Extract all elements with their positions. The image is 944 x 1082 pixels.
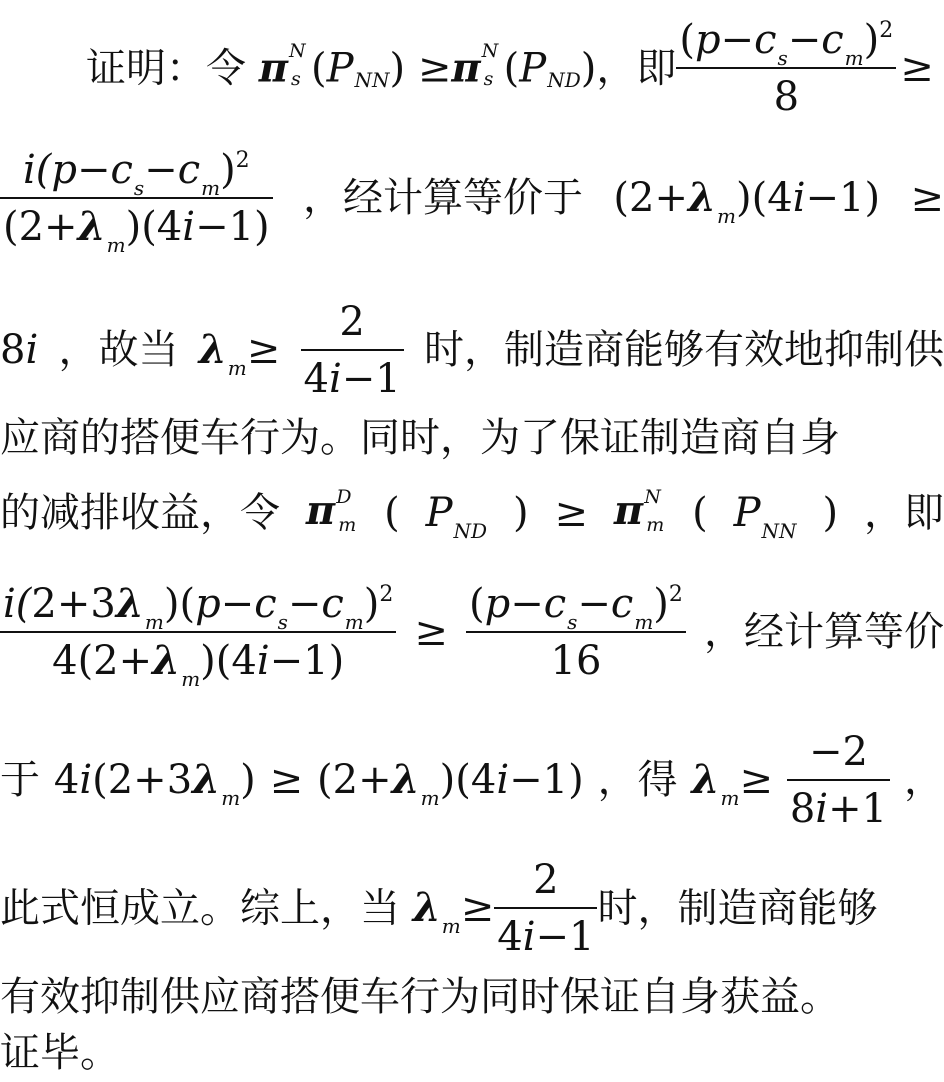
i-symbol: i	[496, 757, 510, 804]
line-2	[0, 147, 944, 257]
text-comma: ，	[903, 757, 944, 804]
sub-NN: NN	[354, 68, 390, 93]
fraction-bar	[0, 631, 396, 633]
geq-symbol: ≥	[910, 175, 944, 222]
text-manufacturer-suppress: 时，制造商能够有效地抑制供	[424, 327, 944, 374]
num-4: 4	[53, 757, 80, 804]
p-minus: p−	[484, 581, 544, 627]
sub-m: m	[844, 46, 864, 70]
sub-m: m	[201, 176, 221, 200]
geq-symbol: ≥	[554, 489, 589, 536]
i-symbol: i	[328, 355, 342, 402]
sub-m: m	[344, 610, 364, 634]
line-4	[0, 415, 944, 461]
minus-c: −c	[787, 17, 844, 63]
paren-open: (	[679, 17, 695, 63]
sub-m: m	[720, 786, 740, 811]
P-symbol: P	[425, 489, 453, 536]
four-paren: (4	[215, 637, 257, 684]
lambda-condition	[412, 884, 495, 939]
fraction-6-den	[787, 787, 890, 831]
paren-open: (	[179, 581, 196, 627]
minus-1: −1	[341, 355, 401, 402]
lambda-symbol: λ	[192, 756, 221, 804]
proof-label: 证明：令	[86, 45, 246, 92]
sub-m: m	[221, 786, 241, 811]
lambda-symbol: λ	[688, 174, 717, 222]
i-symbol: i	[256, 637, 270, 684]
sub-ND: ND	[453, 518, 488, 543]
text-line-4: 应商的搭便车行为。同时，为了保证制造商自身	[0, 415, 840, 461]
text-ji: ，即	[596, 45, 677, 92]
paren-close: )	[736, 175, 752, 222]
minus-c: −c	[287, 581, 344, 627]
fraction-bar	[787, 779, 890, 781]
text-equivalent: ，经计算等价于	[303, 175, 584, 222]
sub-m: m	[441, 914, 461, 939]
fraction-2	[0, 147, 273, 257]
fraction-4-den	[49, 636, 347, 691]
sub-sup-N-s	[289, 40, 311, 91]
minus-1: −1)	[269, 637, 345, 684]
fraction-bar	[494, 907, 597, 909]
paren-open: (	[692, 489, 708, 536]
sub-m: m	[420, 786, 440, 811]
line-5	[0, 486, 944, 543]
fraction-3-den	[301, 357, 404, 401]
sub-m: m	[338, 514, 357, 536]
sub-m: m	[181, 666, 201, 691]
geq-symbol: ≥	[417, 45, 452, 92]
fraction-7-den	[494, 915, 597, 959]
fraction-1	[676, 18, 896, 119]
sub-ND: ND	[547, 68, 581, 93]
pi-symbol: π	[258, 44, 288, 92]
line-7	[0, 730, 944, 831]
i-paren: i(	[3, 581, 32, 627]
minus-c: −c	[144, 147, 201, 193]
fraction-6	[787, 730, 890, 831]
paren-close: )	[439, 757, 456, 804]
geq-symbol: ≥	[460, 885, 495, 932]
fraction-5-num	[466, 581, 686, 634]
sub-s: s	[277, 610, 288, 634]
i-symbol: i	[522, 913, 536, 960]
paren-open: (	[384, 489, 400, 536]
i-symbol: i	[792, 175, 806, 222]
fraction-7	[494, 858, 597, 959]
sup-2: 2	[879, 18, 894, 43]
fraction-4-num: $i(2+3\lambda_m)(p-c_s-c_m)^2$	[3, 580, 394, 634]
line-3	[0, 300, 944, 401]
sub-m: m	[646, 514, 665, 536]
sub-s: s	[291, 68, 301, 91]
paren-close: )	[240, 757, 256, 804]
geq-symbol: ≥	[246, 327, 281, 374]
c-symbol: c	[543, 581, 567, 627]
lambda-symbol: λ	[691, 756, 720, 804]
paren-close: )	[125, 203, 142, 250]
two-plus: (2+	[317, 757, 392, 804]
fraction-2-den	[0, 202, 273, 257]
text-therefore: ，故当	[58, 327, 179, 374]
c-symbol: c	[254, 581, 277, 627]
sup-2: 2	[235, 148, 250, 173]
minus-1: −1	[535, 913, 595, 960]
pi-symbol: π	[305, 487, 336, 534]
P-symbol: P	[733, 489, 761, 536]
sub-m: m	[634, 610, 654, 634]
paren-close: )	[653, 581, 669, 627]
p-minus: p−	[694, 17, 755, 63]
sub-s: s	[567, 610, 578, 634]
paren-close: )	[580, 45, 597, 92]
sub-s: s	[777, 46, 788, 70]
paren-close: )	[200, 637, 216, 684]
line-10	[0, 1030, 944, 1076]
minus-1: −1)	[805, 175, 881, 222]
eight-i	[0, 327, 39, 374]
geq-symbol: ≥	[900, 45, 934, 92]
text-always-holds: 此式恒成立。综上，当	[0, 885, 400, 932]
text-equivalent: ，经计算等价	[703, 609, 944, 656]
num-4: 4	[303, 355, 329, 402]
fraction-bar	[301, 349, 404, 351]
paren-close: )	[363, 581, 380, 627]
lambda-symbol: λ	[412, 884, 441, 932]
line-1	[0, 18, 944, 119]
fraction-5-den: 16	[550, 637, 602, 684]
sup-N: N	[644, 486, 661, 508]
sub-sup-N-s	[481, 40, 504, 91]
paren-open: (	[311, 45, 327, 92]
four-paren-two-plus: 4(2+	[52, 637, 153, 684]
expr-left	[53, 756, 256, 811]
paren-open: (	[469, 581, 485, 627]
text-de: ，得	[597, 757, 678, 804]
num-2: 2	[31, 581, 57, 627]
sub-m: m	[717, 204, 737, 229]
i-symbol: i	[79, 757, 93, 804]
lambda-symbol: λ	[391, 756, 420, 804]
num-8: 8	[0, 327, 26, 374]
minus-c: −c	[577, 581, 634, 627]
paren-close: )	[512, 489, 529, 536]
P-ND	[425, 489, 488, 543]
c-symbol: c	[754, 17, 777, 63]
paren-close: )	[863, 17, 880, 63]
paren-close: )	[220, 147, 236, 193]
lambda-symbol: λ	[152, 636, 181, 684]
i-symbol: i	[25, 327, 39, 374]
c-symbol: c	[110, 147, 133, 193]
fraction-6-num: −2	[808, 729, 868, 775]
sub-m: m	[106, 232, 126, 257]
geq-symbol: ≥	[414, 609, 448, 656]
i-symbol: i	[182, 203, 196, 250]
lambda-symbol: λ	[115, 580, 144, 627]
pi-symbol: π	[451, 44, 481, 92]
line-8	[0, 858, 944, 959]
fraction-3-num: 2	[339, 299, 365, 345]
sup-D: D	[336, 486, 352, 508]
sup-2: 2	[668, 582, 683, 607]
fraction-3	[301, 300, 404, 401]
sup-N: N	[481, 40, 499, 63]
p-minus: p−	[51, 147, 111, 193]
two-plus: (2+	[3, 203, 78, 250]
line-6	[0, 580, 944, 691]
paren-open: (	[503, 45, 520, 92]
minus-1: −1)	[509, 757, 584, 804]
i-paren: i(	[22, 147, 52, 193]
i-symbol: i	[815, 785, 829, 832]
lambda-symbol: λ	[198, 326, 227, 374]
sub-s: s	[133, 176, 145, 200]
text-manufacturer-can: 时，制造商能够	[597, 885, 878, 932]
pi-m-D	[305, 486, 358, 536]
paren-close: )	[389, 45, 406, 92]
P-symbol: P	[519, 45, 547, 92]
two-plus: (2+	[613, 175, 688, 222]
fraction-5	[466, 582, 686, 683]
pi-symbol: π	[613, 487, 644, 534]
four-paren: (4	[455, 757, 497, 804]
text-qed: 证毕。	[0, 1030, 120, 1076]
fraction-1-num	[676, 17, 896, 70]
minus-1: −1)	[195, 203, 270, 250]
text-yu: 于	[0, 757, 40, 804]
paren-close: )	[822, 489, 839, 536]
four-paren: (4	[141, 203, 183, 250]
text-ji: ，即	[863, 489, 944, 536]
lambda-symbol: λ	[77, 202, 106, 250]
condition-2-expr	[613, 174, 881, 229]
sub-s: s	[483, 68, 494, 91]
geq-symbol: ≥	[739, 757, 773, 804]
p-minus: p−	[195, 581, 255, 627]
paren-close: )	[163, 581, 180, 627]
plus-1: +1	[828, 785, 888, 832]
num-8: 8	[789, 785, 816, 832]
fraction-7-num: 2	[533, 857, 559, 903]
sub-sup-N-m	[644, 486, 666, 536]
sub-m: m	[144, 610, 164, 634]
text-emission-benefit: 的减排收益，令	[0, 489, 280, 536]
sub-NN: NN	[761, 518, 797, 543]
P-symbol: P	[326, 45, 354, 92]
P-NN	[733, 489, 797, 543]
text-line-9: 有效抑制供应商搭便车行为同时保证自身获益。	[0, 974, 840, 1020]
sup-2: 2	[379, 582, 394, 607]
lambda-condition	[198, 326, 281, 381]
fraction-4	[0, 580, 396, 691]
line-9	[0, 974, 944, 1020]
fraction-1-den: 8	[773, 73, 800, 120]
sup-N: N	[289, 40, 306, 63]
sub-sup-D-m	[336, 486, 358, 536]
fraction-2-num	[20, 147, 253, 200]
geq-symbol: ≥	[269, 757, 304, 804]
four-paren: (4	[751, 175, 793, 222]
sub-m: m	[227, 356, 247, 381]
num-4: 4	[497, 913, 523, 960]
two-plus-3: (2+3	[92, 757, 193, 804]
pi-m-N	[613, 486, 666, 536]
expr-right	[317, 756, 584, 811]
lambda-condition	[691, 756, 773, 811]
